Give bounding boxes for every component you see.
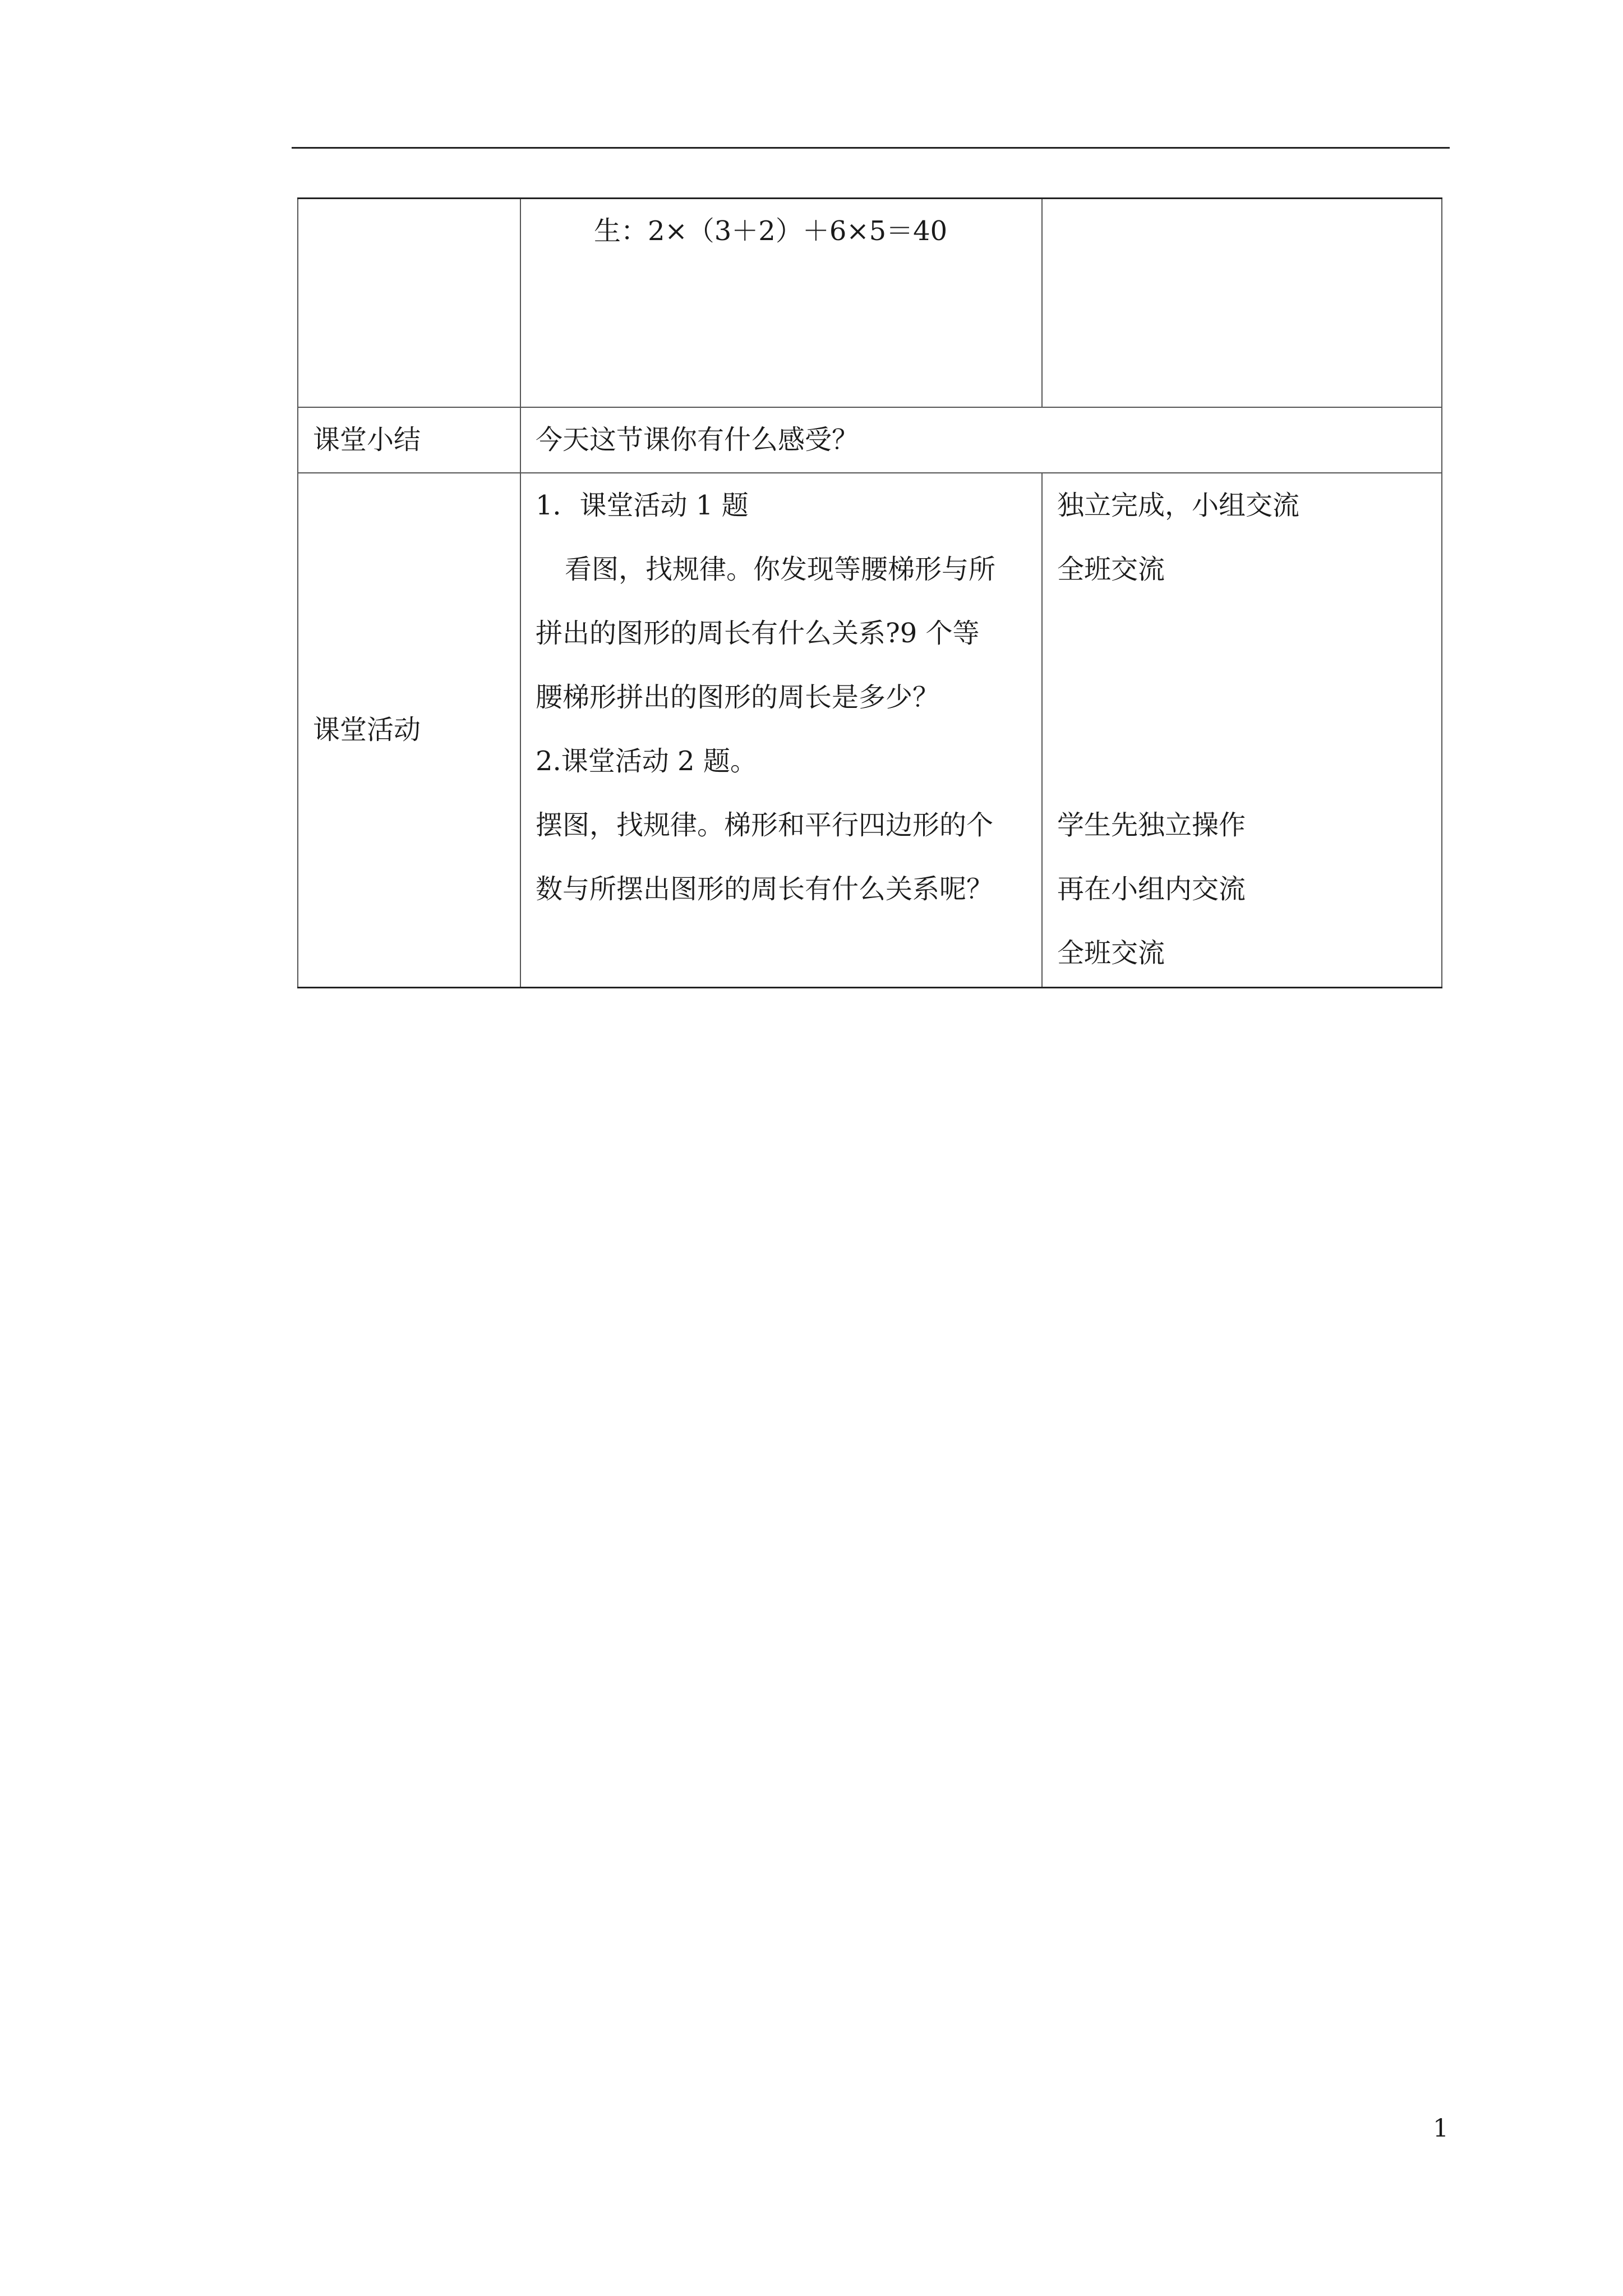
formula-text: 生：2×（3＋2）＋6×5＝40	[594, 215, 948, 247]
summary-question: 今天这节课你有什么感受？	[520, 407, 1442, 473]
note-line	[1057, 665, 1441, 729]
table-cell-empty	[298, 199, 520, 407]
row-label-summary: 课堂小结	[298, 407, 520, 473]
activity-content	[520, 473, 1042, 988]
lesson-plan-table	[297, 197, 1442, 988]
table-row	[298, 407, 1442, 473]
content-line: 2.课堂活动 2 题。	[536, 745, 757, 777]
note-line: 学生先独立操作	[1057, 809, 1246, 841]
content-line: 数与所摆出图形的周长有什么关系呢？	[536, 873, 994, 905]
note-line	[1057, 729, 1441, 793]
note-line: 全班交流	[1057, 937, 1165, 969]
content-line: 拼出的图形的周长有什么关系?9 个等	[536, 617, 980, 649]
header-rule	[292, 147, 1450, 149]
row-label-activity: 课堂活动	[298, 473, 520, 988]
table-cell-empty	[1042, 199, 1442, 407]
content-line: 腰梯形拼出的图形的周长是多少？	[536, 681, 940, 713]
table-row	[298, 473, 1442, 988]
note-line: 再在小组内交流	[1057, 873, 1246, 905]
table-row	[298, 199, 1442, 407]
content-line: 摆图，找规律。梯形和平行四边形的个	[536, 809, 994, 841]
page-number: 1	[1433, 2114, 1449, 2143]
activity-notes	[1042, 473, 1442, 988]
content-line: 看图，找规律。你发现等腰梯形与所	[565, 553, 996, 585]
content-line: 1．课堂活动 1 题	[536, 489, 749, 521]
student-answer-formula	[520, 199, 1042, 407]
note-line	[1057, 601, 1441, 665]
note-line: 独立完成，小组交流	[1057, 489, 1300, 521]
note-line: 全班交流	[1057, 553, 1165, 585]
